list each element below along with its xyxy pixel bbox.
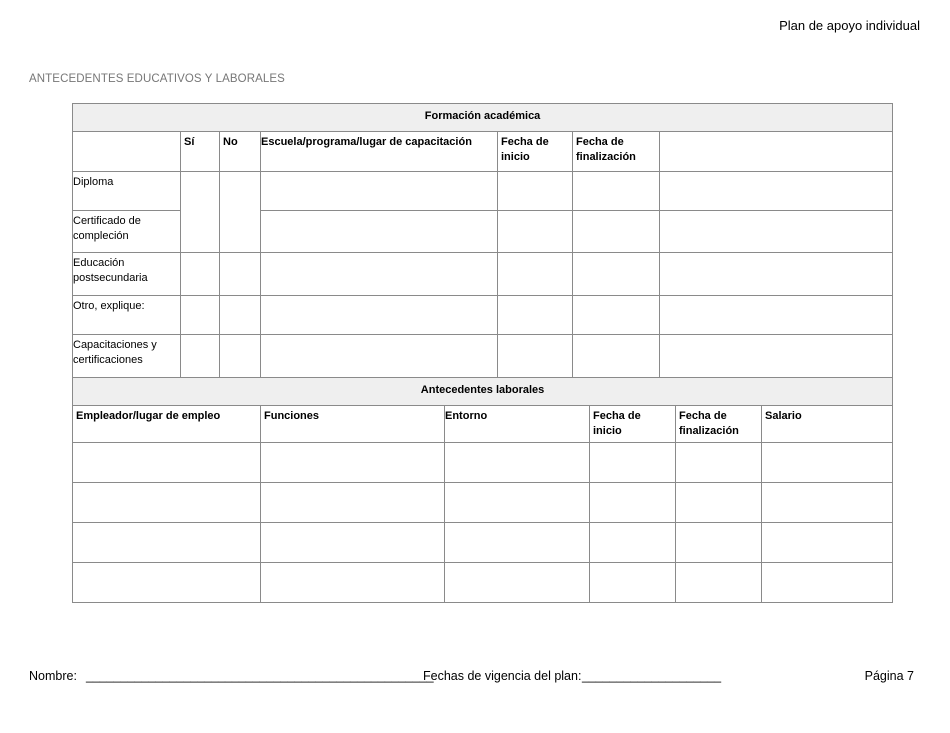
setting-cell[interactable]: [445, 443, 590, 483]
background-form-table: [72, 103, 893, 603]
extra-cell[interactable]: [660, 296, 893, 335]
work-end-cell[interactable]: [676, 523, 762, 563]
duties-cell[interactable]: [261, 563, 445, 603]
school-cell[interactable]: [261, 335, 498, 378]
end-date-cell[interactable]: [573, 335, 660, 378]
work-start-cell[interactable]: [590, 523, 676, 563]
education-header-blank: [73, 132, 181, 172]
school-cell[interactable]: [261, 211, 498, 253]
education-header-extra: [660, 132, 893, 172]
plan-dates-label: Fechas de vigencia del plan:: [423, 669, 582, 683]
name-label: Nombre:: [29, 669, 77, 683]
duties-cell[interactable]: [261, 523, 445, 563]
setting-cell[interactable]: [445, 483, 590, 523]
yes-cell[interactable]: [181, 335, 220, 378]
start-date-cell[interactable]: [498, 335, 573, 378]
row-label-other: Otro, explique:: [73, 296, 181, 335]
column-header-work-end: Fecha de finalización: [676, 406, 762, 443]
duties-cell[interactable]: [261, 483, 445, 523]
work-start-cell[interactable]: [590, 563, 676, 603]
work-start-cell[interactable]: [590, 483, 676, 523]
column-header-school: Escuela/programa/lugar de capacitación: [261, 132, 498, 172]
column-header-start-date: Fecha de inicio: [498, 132, 573, 172]
education-section-header: Formación académica: [73, 104, 893, 132]
start-date-cell[interactable]: [498, 211, 573, 253]
column-header-duties: Funciones: [261, 406, 445, 443]
end-date-cell[interactable]: [573, 253, 660, 296]
column-header-salary: Salario: [762, 406, 893, 443]
column-header-end-date: Fecha de finalización: [573, 132, 660, 172]
duties-cell[interactable]: [261, 443, 445, 483]
row-label-diploma: Diploma: [73, 172, 181, 211]
salary-cell[interactable]: [762, 523, 893, 563]
row-label-certificate: Certificado de compleción: [73, 211, 181, 253]
end-date-cell[interactable]: [573, 211, 660, 253]
employer-cell[interactable]: [73, 523, 261, 563]
plan-dates-field-line[interactable]: ____________________: [582, 669, 722, 683]
document-title: Plan de apoyo individual: [779, 18, 920, 33]
row-label-trainings: Capacitaciones y certificaciones: [73, 335, 181, 378]
yes-cell-merged[interactable]: [181, 172, 220, 253]
extra-cell[interactable]: [660, 253, 893, 296]
no-cell[interactable]: [220, 296, 261, 335]
extra-cell[interactable]: [660, 172, 893, 211]
row-label-postsecondary: Educación postsecundaria: [73, 253, 181, 296]
column-header-yes: Sí: [181, 132, 220, 172]
extra-cell[interactable]: [660, 335, 893, 378]
yes-cell[interactable]: [181, 253, 220, 296]
footer: [29, 669, 914, 687]
work-end-cell[interactable]: [676, 563, 762, 603]
no-cell[interactable]: [220, 335, 261, 378]
school-cell[interactable]: [261, 253, 498, 296]
start-date-cell[interactable]: [498, 172, 573, 211]
setting-cell[interactable]: [445, 563, 590, 603]
yes-cell[interactable]: [181, 296, 220, 335]
end-date-cell[interactable]: [573, 172, 660, 211]
employer-cell[interactable]: [73, 563, 261, 603]
work-section-header: Antecedentes laborales: [73, 378, 893, 406]
column-header-no: No: [220, 132, 261, 172]
extra-cell[interactable]: [660, 211, 893, 253]
start-date-cell[interactable]: [498, 296, 573, 335]
end-date-cell[interactable]: [573, 296, 660, 335]
school-cell[interactable]: [261, 172, 498, 211]
school-cell[interactable]: [261, 296, 498, 335]
section-title: ANTECEDENTES EDUCATIVOS Y LABORALES: [29, 73, 285, 85]
page-number: Página 7: [864, 669, 914, 683]
start-date-cell[interactable]: [498, 253, 573, 296]
no-cell[interactable]: [220, 253, 261, 296]
salary-cell[interactable]: [762, 483, 893, 523]
no-cell-merged[interactable]: [220, 172, 261, 253]
name-field-line[interactable]: __________________________________________________: [86, 669, 434, 683]
work-start-cell[interactable]: [590, 443, 676, 483]
work-end-cell[interactable]: [676, 483, 762, 523]
column-header-setting: Entorno: [445, 406, 590, 443]
column-header-work-start: Fecha de inicio: [590, 406, 676, 443]
employer-cell[interactable]: [73, 483, 261, 523]
work-end-cell[interactable]: [676, 443, 762, 483]
employer-cell[interactable]: [73, 443, 261, 483]
salary-cell[interactable]: [762, 443, 893, 483]
column-header-employer: Empleador/lugar de empleo: [73, 406, 261, 443]
setting-cell[interactable]: [445, 523, 590, 563]
salary-cell[interactable]: [762, 563, 893, 603]
